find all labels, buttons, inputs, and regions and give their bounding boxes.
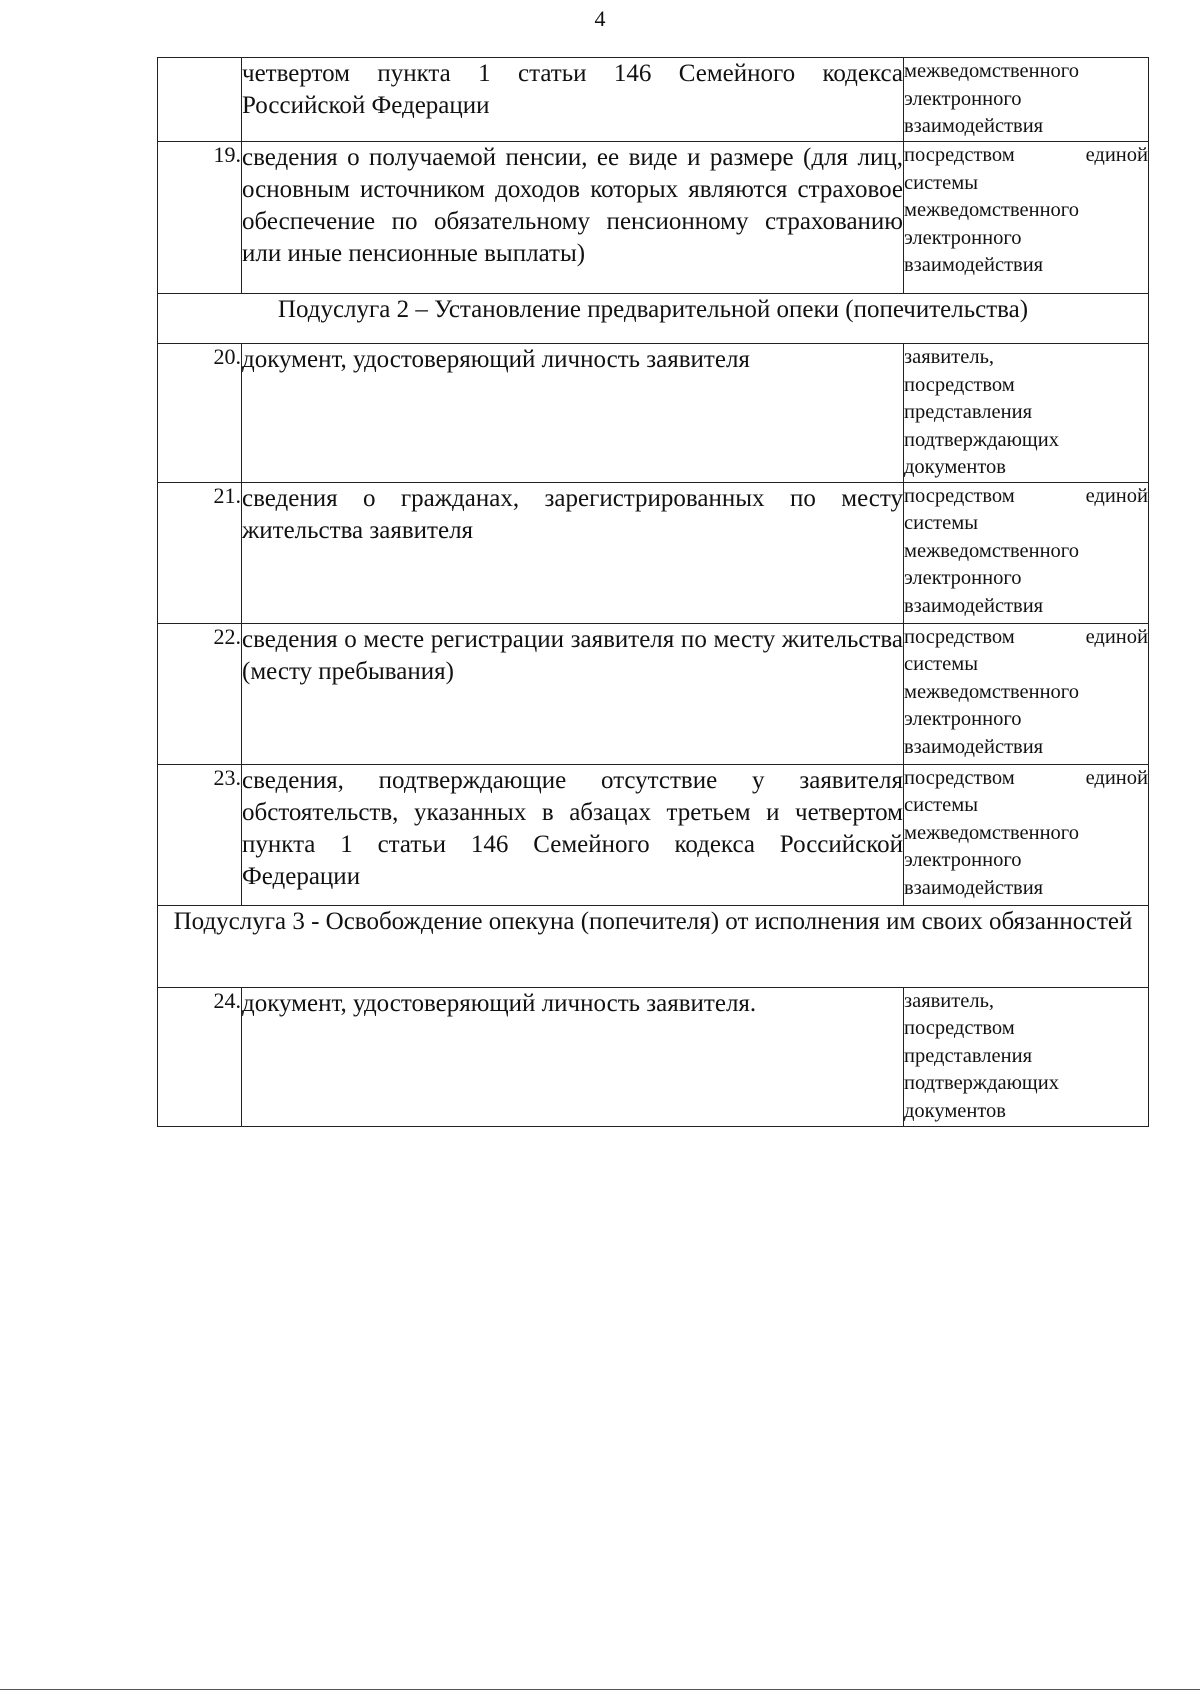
document-description: документ, удостоверяющий личность заявителя	[242, 344, 904, 483]
source-line: посредством единой	[904, 766, 1148, 789]
table-row	[158, 482, 1149, 623]
source-line: посредством единой	[904, 144, 1148, 166]
source-method	[904, 58, 1149, 142]
table-row	[158, 764, 1149, 905]
source-line: межведомственного	[904, 199, 1079, 221]
source-line: взаимодействия	[904, 594, 1044, 617]
source-line: межведомственного	[904, 680, 1079, 703]
row-number: 20.	[158, 344, 242, 483]
page-bottom-edge	[0, 1689, 1200, 1690]
section-header-row	[158, 905, 1149, 987]
section-header-row	[158, 294, 1149, 344]
source-line: подтверждающих	[904, 428, 1059, 451]
source-line: межведомственного	[904, 821, 1079, 844]
source-line: электронного	[904, 567, 1022, 589]
source-line: заявитель,	[904, 346, 995, 368]
row-number: 24.	[158, 987, 242, 1126]
source-line: системы	[904, 512, 978, 534]
source-line: взаимодействия	[904, 115, 1044, 137]
source-line: межведомственного	[904, 60, 1079, 82]
source-line: посредством	[904, 373, 1015, 396]
source-line: системы	[904, 171, 978, 194]
row-number: 21.	[158, 482, 242, 623]
source-line: заявитель,	[904, 989, 995, 1012]
documents-table-body	[158, 58, 1149, 1127]
documents-table	[157, 57, 1149, 1127]
source-method	[904, 764, 1149, 905]
section-heading: Подуслуга 3 - Освобождение опекуна (попечителя) от исполнения им своих обязанностей	[158, 905, 1149, 987]
document-description: сведения о месте регистрации заявителя по месту жительства (месту пребывания)	[242, 623, 904, 764]
row-number: 19.	[158, 142, 242, 294]
source-method	[904, 344, 1149, 483]
source-line: системы	[904, 794, 978, 816]
table-row	[158, 987, 1149, 1126]
document-description: сведения, подтверждающие отсутствие у заявителя обстоятельств, указанных в абзацах третьем и четвертом пункта 1 статьи 146 Семейного кодекса Российской Федерации	[242, 764, 904, 905]
document-description: сведения о гражданах, зарегистрированных по месту жительства заявителя	[242, 482, 904, 623]
document-description: сведения о получаемой пенсии, ее виде и размере (для лиц, основным источником доходов которых являются страховое обеспечение по обязательному пенсионному страхованию или иные пенсионные выплаты)	[242, 142, 904, 294]
source-line: электронного	[904, 87, 1022, 110]
page-number: 4	[594, 6, 606, 31]
row-number: 23.	[158, 764, 242, 905]
source-line: системы	[904, 653, 978, 675]
source-line: представления	[904, 401, 1032, 423]
document-description: четвертом пункта 1 статьи 146 Семейного кодекса Российской Федерации	[242, 58, 904, 142]
source-line: взаимодействия	[904, 254, 1044, 276]
table-row	[158, 58, 1149, 142]
source-line: представления	[904, 1044, 1032, 1067]
source-method	[904, 482, 1149, 623]
row-number	[158, 58, 242, 142]
table-row	[158, 344, 1149, 483]
table-row	[158, 623, 1149, 764]
source-line: электронного	[904, 708, 1022, 730]
source-line: посредством	[904, 1017, 1015, 1039]
source-method	[904, 987, 1149, 1126]
table-row	[158, 142, 1149, 294]
source-line: электронного	[904, 849, 1022, 871]
section-heading: Подуслуга 2 – Установление предварительной опеки (попечительства)	[158, 294, 1149, 344]
source-method	[904, 142, 1149, 294]
source-line: посредством единой	[904, 625, 1148, 648]
row-number: 22.	[158, 623, 242, 764]
source-line: посредством единой	[904, 484, 1148, 507]
source-line: документов	[904, 456, 1006, 478]
source-line: межведомственного	[904, 539, 1079, 562]
source-line: электронного	[904, 226, 1022, 249]
source-method	[904, 623, 1149, 764]
source-line: взаимодействия	[904, 735, 1044, 758]
document-description: документ, удостоверяющий личность заявителя.	[242, 987, 904, 1126]
source-line: взаимодействия	[904, 876, 1044, 899]
source-line: документов	[904, 1099, 1006, 1122]
source-line: подтверждающих	[904, 1072, 1059, 1094]
